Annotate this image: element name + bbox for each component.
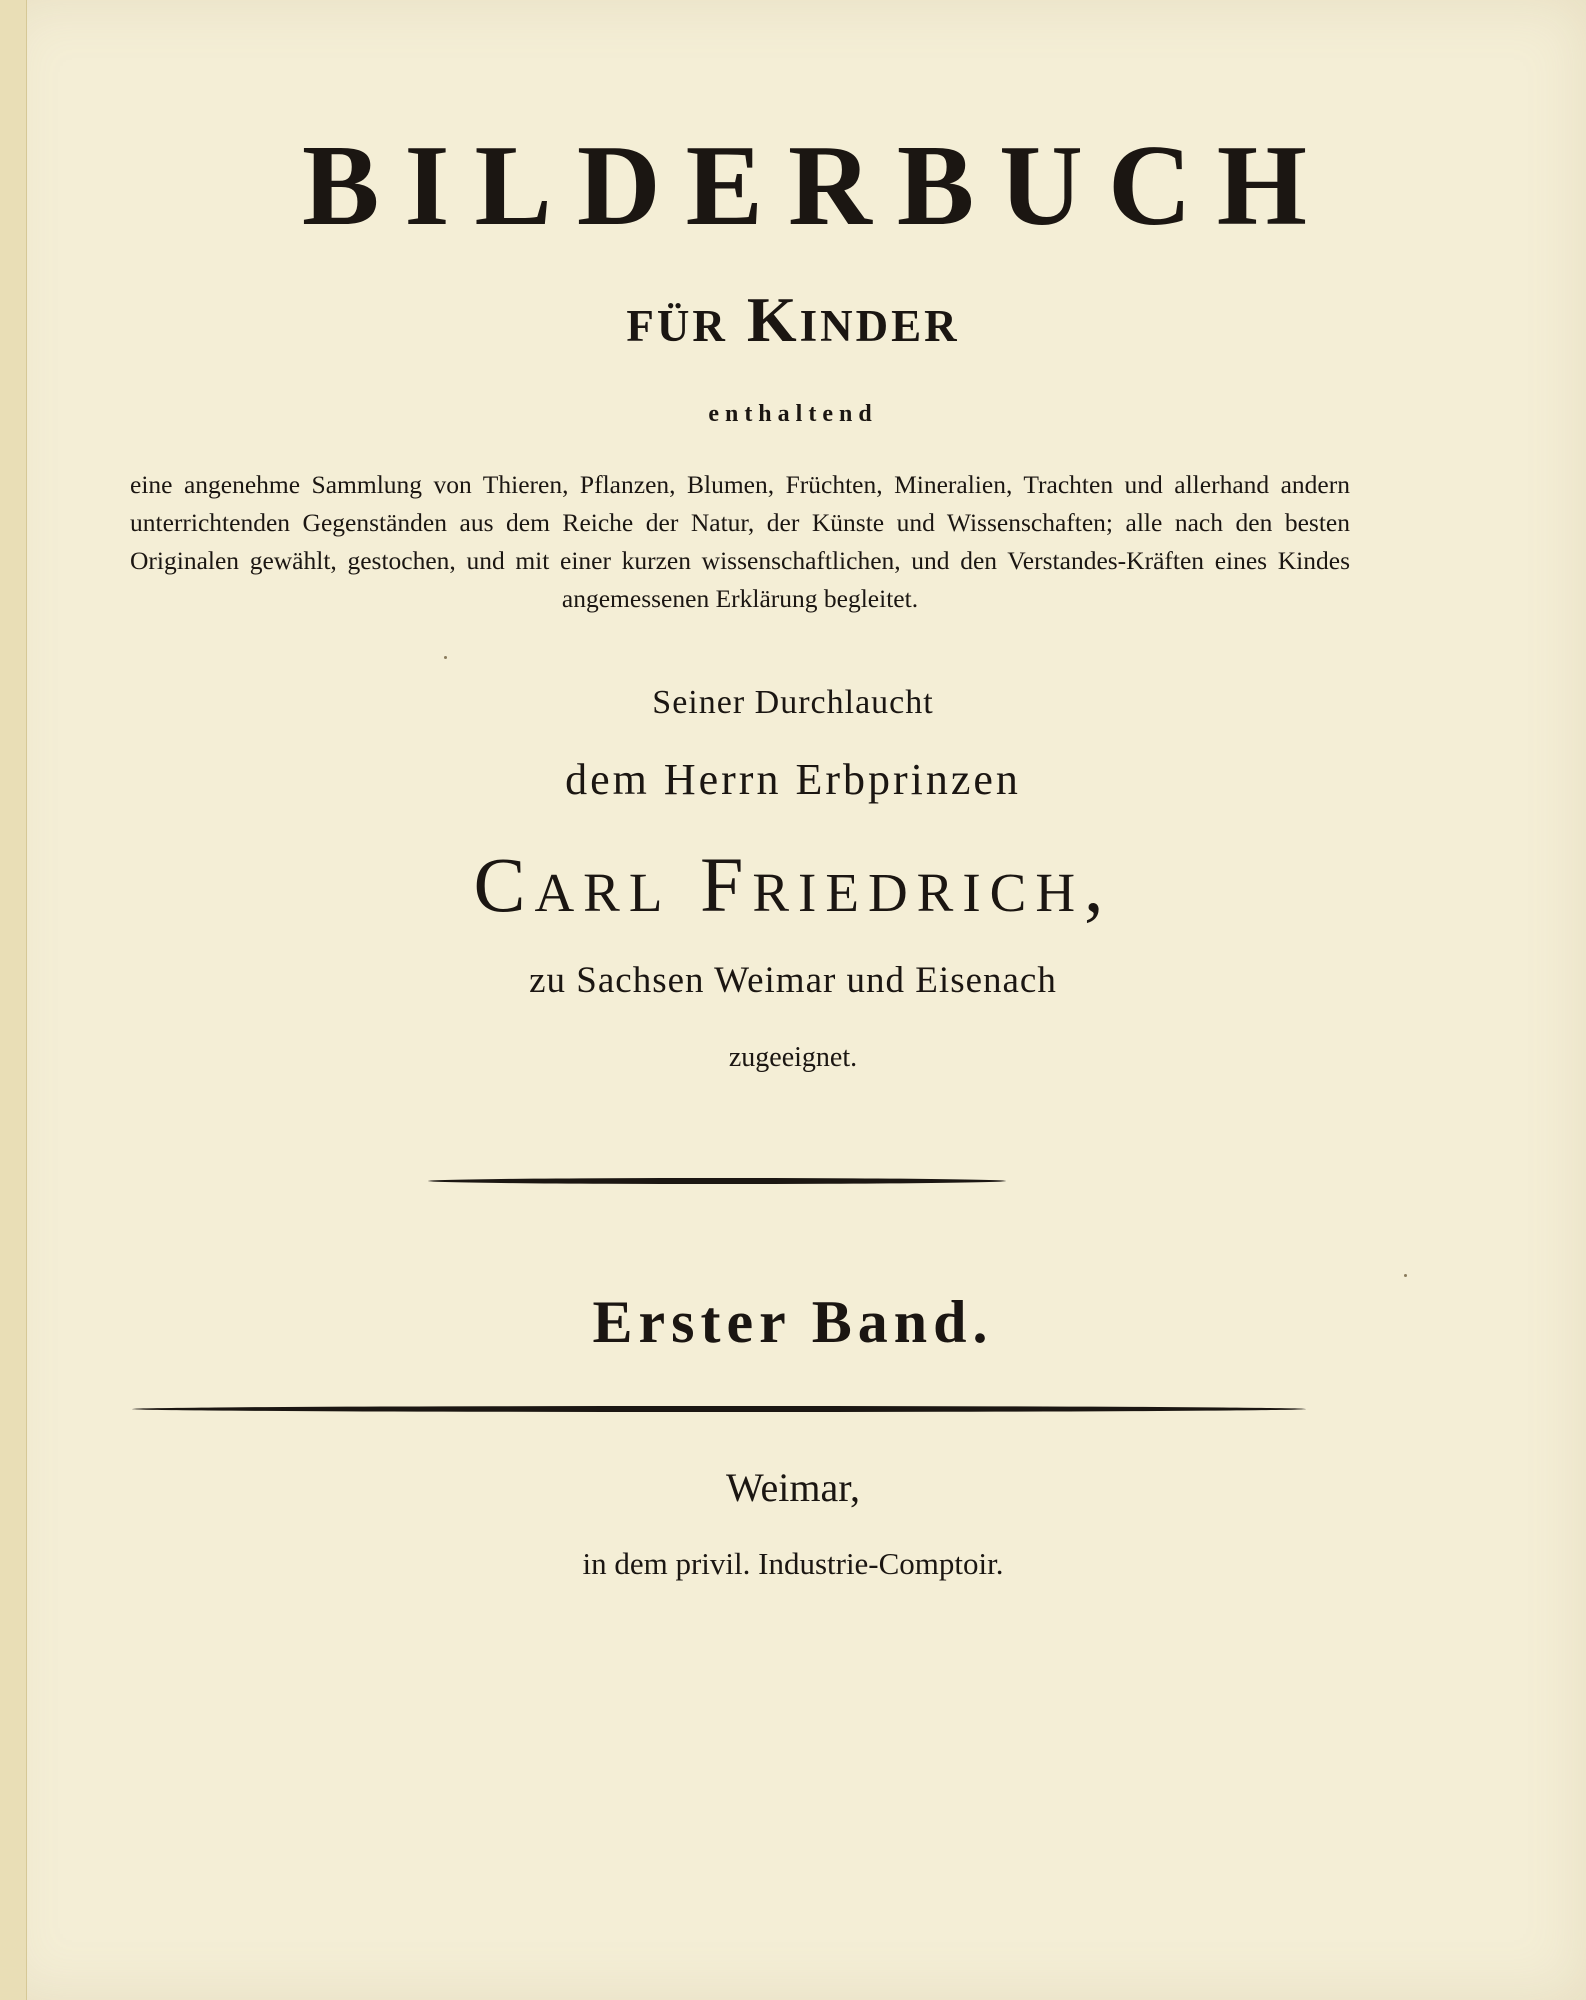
imprint-publisher: in dem privil. Industrie-Comptoir. bbox=[582, 1546, 1004, 1581]
paper-speck bbox=[444, 656, 447, 659]
containing-label: enthaltend bbox=[708, 401, 878, 427]
book-title: BILDERBUCH bbox=[302, 122, 1332, 250]
paper-speck bbox=[1404, 1274, 1407, 1277]
imprint-place: Weimar, bbox=[725, 1465, 860, 1510]
upper-ornamental-rule bbox=[428, 1178, 1006, 1184]
book-subtitle: für Kinder bbox=[626, 284, 960, 355]
dedication-recipient-title: dem Herrn Erbprinzen bbox=[565, 755, 1021, 804]
content-description: eine angenehme Sammlung von Thieren, Pflanzen, Blumen, Früchten, Mineralien, Trachten und allerhand andern unterrichtenden Gegenständen aus dem Reiche der Natur, der Künste und Wissenschaften; alle nach den besten Originalen gewählt, gestochen, und mit einer kurzen wissenschaftlichen, und den Verstandes-Kräften eines Kindes angemessenen Erklärung begleitet. bbox=[130, 470, 1350, 613]
lower-ornamental-rule bbox=[132, 1406, 1306, 1412]
dedication-honorific: Seiner Durchlaucht bbox=[652, 684, 934, 721]
dedication-closing: zugeeignet. bbox=[728, 1042, 858, 1073]
volume-label: Erster Band. bbox=[592, 1289, 994, 1355]
dedication-recipient-name: Carl Friedrich, bbox=[473, 841, 1113, 928]
dedication-territory: zu Sachsen Weimar und Eisenach bbox=[529, 960, 1057, 1001]
